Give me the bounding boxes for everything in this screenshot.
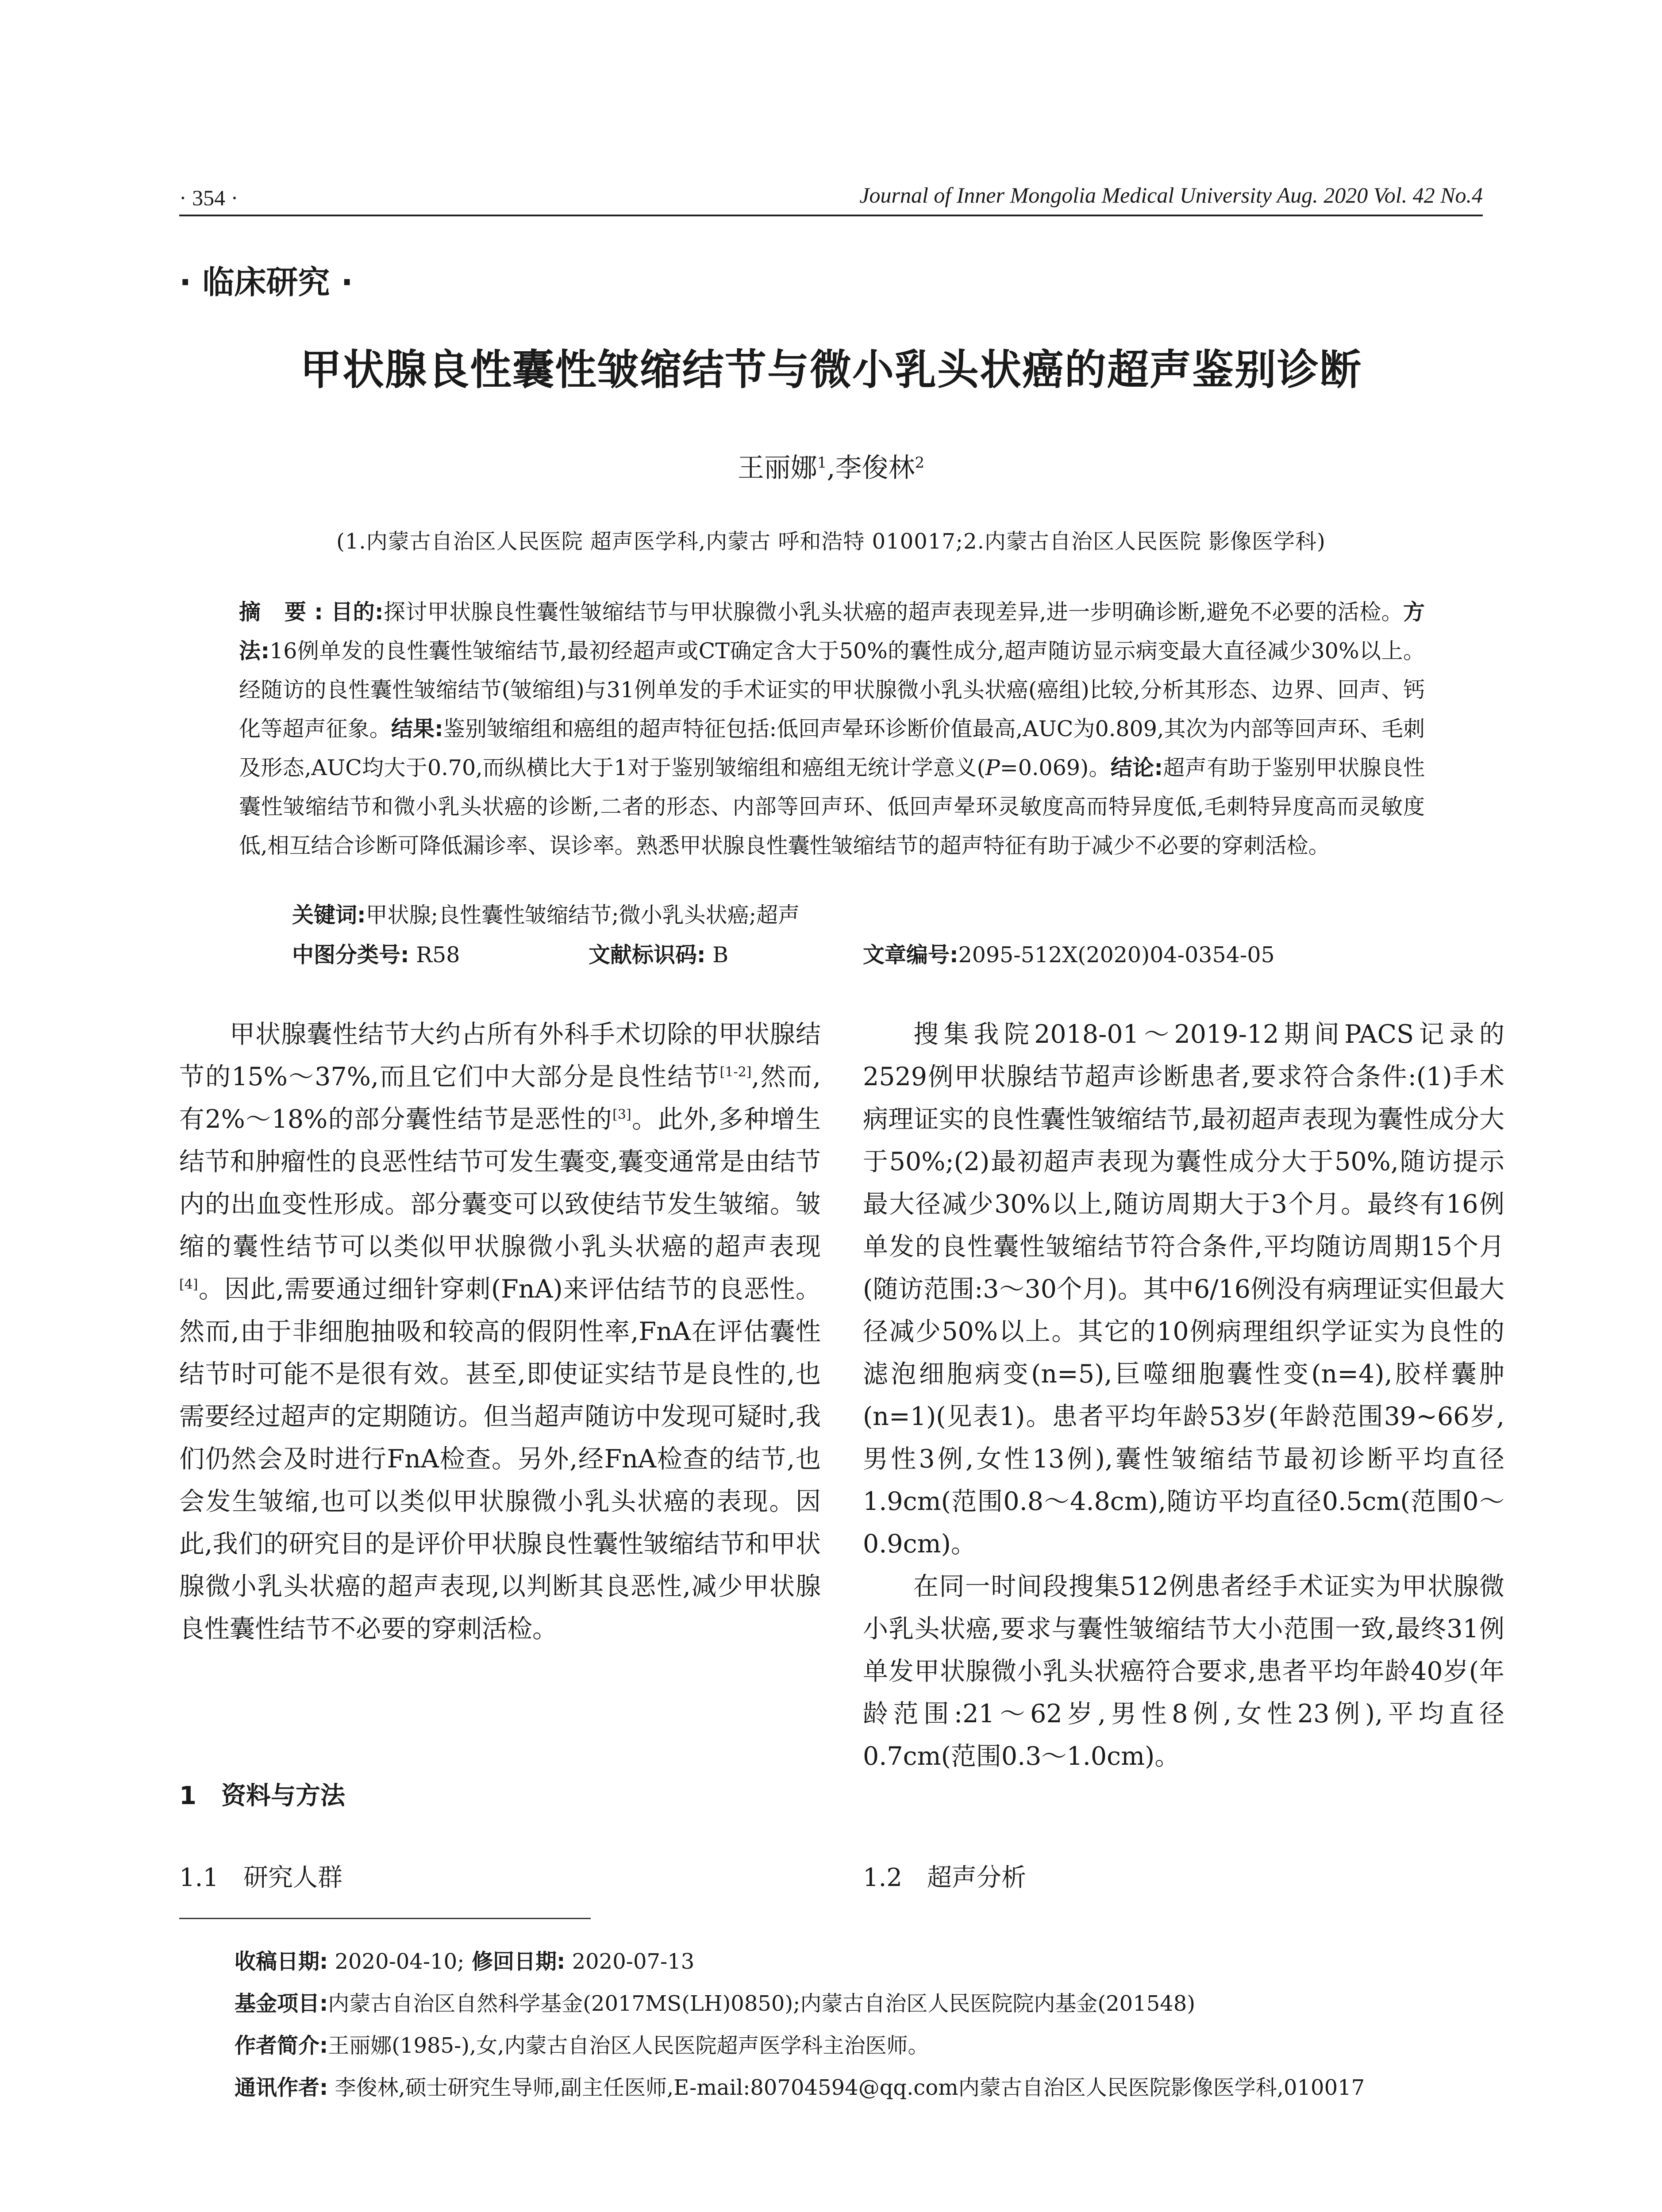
article-number [863,938,1275,969]
header-rule [179,215,1483,216]
document-code-value: B [705,942,729,968]
footnote-correspondence [235,2070,1365,2101]
left-column [179,1013,821,1650]
conclusion-label: 结论: [1110,755,1163,780]
subsection-heading: 1.1 研究人群 [179,1863,343,1892]
intro-paragraph [179,1013,821,1650]
intro-text: 。因此,需要通过细针穿刺(FnA)来评估结节的良恶性。然而,由于非细胞抽吸和较高的假阴性率,FnA在评估囊性结节时可能不是很有效。甚至,即使证实结节是良性的,也需要经过超声的定期随访。但当超声随访中发现可疑时,我们仍然会及时进行FnA检查。另外,经FnA检查的结节,也会发生皱缩,也可以类似甲状腺微小乳头状癌的表现。因此,我们的研究目的是评价甲状腺良性囊性皱缩结节和甲状腺微小乳头状癌的超声表现,以判断其良恶性,减少甲状腺良性囊性结节不必要的穿刺活检。 [179,1275,821,1644]
section-heading: 1 资料与方法 [179,1782,345,1810]
received-date: 2020-04-10; [328,1949,465,1974]
author-affiliation-mark: 1 [817,454,827,472]
correspondence-label: 通讯作者: [235,2075,328,2100]
author-line [0,447,1662,485]
section-label: · 临床研究 · [179,264,353,301]
correspondence-text: 李俊林,硕士研究生导师,副主任医师,E-mail:80704594@qq.com内蒙古自治区人民医院影像医学科,010017 [328,2075,1365,2100]
document-code [589,938,728,969]
methods-label: 方法: [239,599,1425,664]
results-label: 结果: [391,716,443,741]
methods-paragraph: 搜集我院2018-01～2019-12期间PACS记录的2529例甲状腺结节超声诊断患者,要求符合条件:(1)手术病理证实的良性囊性皱缩结节,最初超声表现为囊性成分大于50%;(2)最初超声表现为囊性成分大于50%,随访提示最大径减少30%以上,随访周期大于3个月。最终有16例单发的良性囊性皱缩结节符合条件,平均随访周期15个月(随访范围:3～30个月)。其中6/16例没有病理证实但最大径减少50%以上。其它的10例病理组织学证实为良性的滤泡细胞病变(n=5),巨噬细胞囊性变(n=4),胶样囊肿(n=1)(见表1)。患者平均年龄53岁(年龄范围39~66岁,男性3例,女性13例),囊性皱缩结节最初诊断平均直径1.9cm(范围0.8～4.8cm),随访平均直径0.5cm(范围0～0.9cm)。 [863,1020,1504,1559]
revised-date: 2020-07-13 [565,1949,695,1974]
abstract-label: 摘 要: [239,599,331,625]
results-text-end: =0.069)。 [1000,755,1111,780]
article-title: 甲状腺良性囊性皱缩结节与微小乳头状癌的超声鉴别诊断 [300,346,1362,394]
intro-text: ,然而,有2%～18%的部分囊性结节是恶性的 [179,1062,821,1134]
intro-text: 甲状腺囊性结节大约占所有外科手术切除的甲状腺结节的15%～37%,而且它们中大部分是良性结节 [179,1020,821,1091]
received-label: 收稿日期: [235,1949,328,1974]
author-affiliation-mark: 2 [915,454,925,472]
affiliation: (1.内蒙古自治区人民医院 超声医学科,内蒙古 呼和浩特 010017;2.内蒙古自治区人民医院 影像医学科) [336,529,1326,554]
author-name: 王丽娜 [737,453,817,484]
clc-number [292,938,460,969]
author-bio-label: 作者简介: [235,2033,328,2058]
objective-text: 探讨甲状腺良性囊性皱缩结节与甲状腺微小乳头状癌的超声表现差异,进一步明确诊断,避免不必要的活检。 [383,599,1403,625]
objective-label: 目的: [331,599,384,625]
keywords-text: 甲状腺;良性囊性皱缩结节;微小乳头状癌;超声 [365,902,800,928]
methods-paragraph: 在同一时间段搜集512例患者经手术证实为甲状腺微小乳头状癌,要求与囊性皱缩结节大小范围一致,最终31例单发甲状腺微小乳头状癌符合要求,患者平均年龄40岁(年龄范围:21～62岁,男性8例,女性23例),平均直径0.7cm(范围0.3～1.0cm)。 [863,1572,1504,1771]
abstract [239,593,1425,865]
document-code-label: 文献标识码: [589,942,706,968]
clc-value: R58 [409,942,460,968]
intro-text: 。此外,多种增生结节和肿瘤性的良恶性结节可发生囊变,囊变通常是由结节内的出血变性形成。部分囊变可以致使结节发生皱缩。皱缩的囊性结节可以类似甲状腺微小乳头状癌的超声表现 [179,1105,821,1261]
subsection-heading: 1.2 超声分析 [863,1863,1027,1892]
footnote-rule [179,1918,591,1919]
clc-label: 中图分类号: [292,942,409,968]
citation: [4] [179,1277,198,1292]
author-bio-text: 王丽娜(1985-),女,内蒙古自治区人民医院超声医学科主治医师。 [328,2033,929,2058]
methods-text: 16例单发的良性囊性皱缩结节,最初经超声或CT确定含大于50%的囊性成分,超声随访显示病变最大直径减少30%以上。经随访的良性囊性皱缩结节(皱缩组)与31例单发的手术证实的甲状腺微小乳头状癌(癌组)比较,分析其形态、边界、回声、钙化等超声征象。 [239,638,1425,741]
fund-text: 内蒙古自治区自然科学基金(2017MS(LH)0850);内蒙古自治区人民医院院内基金(201548) [328,1991,1196,2016]
keywords [292,898,800,929]
fund-label: 基金项目: [235,1991,328,2016]
citation: [3] [612,1107,631,1122]
article-number-label: 文章编号: [863,942,958,968]
footnote-dates [235,1944,694,1975]
right-column [863,1013,1504,1778]
results-text: 鉴别皱缩组和癌组的超声特征包括:低回声晕环诊断价值最高,AUC为0.809,其次为内部等回声环、毛刺及形态,AUC均大于0.70,而纵横比大于1对于鉴别皱缩组和癌组无统计学意义( [239,716,1425,780]
article-number-value: 2095-512X(2020)04-0354-05 [958,942,1275,968]
p-value-symbol: P [985,755,1000,780]
keywords-label: 关键词: [292,902,366,928]
journal-header: Journal of Inner Mongolia Medical University Aug. 2020 Vol. 42 No.4 [859,183,1483,207]
footnote-author [235,2028,929,2059]
revised-label: 修回日期: [464,1949,566,1974]
footnote-fund [235,1986,1195,2017]
author-name: ,李俊林 [827,453,915,484]
conclusion-text: 超声有助于鉴别甲状腺良性囊性皱缩结节和微小乳头状癌的诊断,二者的形态、内部等回声环、低回声晕环灵敏度高而特异度低,毛刺特异度高而灵敏度低,相互结合诊断可降低漏诊率、误诊率。熟悉甲状腺良性囊性皱缩结节的超声特征有助于减少不必要的穿刺活检。 [239,755,1425,858]
citation: [1-2] [719,1064,752,1080]
page-number: · 354 · [179,185,239,210]
